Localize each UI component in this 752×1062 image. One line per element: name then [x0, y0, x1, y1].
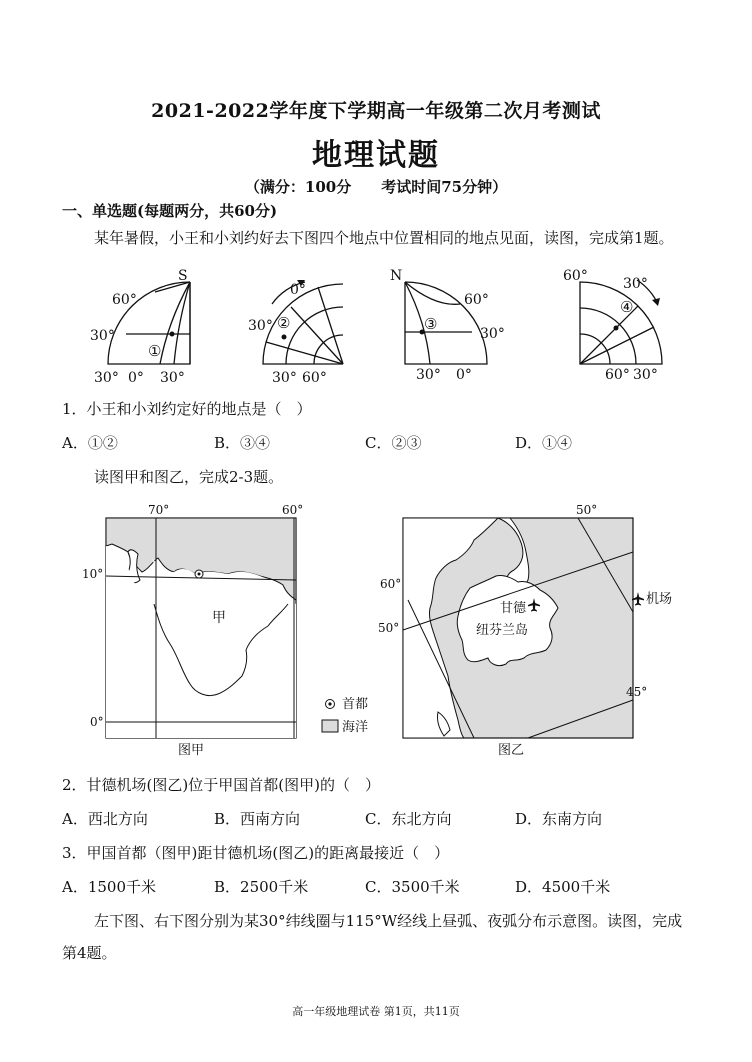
intro-paragraph-1: 某年暑假，小王和小刘约好去下图四个地点中位置相同的地点见面，读图，完成第1题。	[94, 229, 674, 247]
legend-airport-label: 机场	[646, 592, 673, 607]
intro-paragraph-2: 读图甲和图乙，完成2-3题。	[94, 468, 284, 486]
d4-lon-a: 30°	[623, 276, 648, 292]
jia-lon-70: 70°	[148, 503, 170, 517]
d3-lat-top: 60°	[464, 292, 489, 308]
legend-ocean-label: 海洋	[342, 720, 369, 735]
subject-title: 地理试题	[312, 138, 440, 173]
d1-mark: ①	[148, 342, 162, 360]
yi-island-label: 纽芬兰岛	[476, 623, 529, 638]
d3-mark: ③	[424, 315, 438, 333]
q3-option-a[interactable]: A．1500千米	[62, 878, 157, 896]
d3-lon-right: 0°	[456, 367, 472, 383]
d1-lat-top: 60°	[112, 292, 137, 308]
legend-capital-label: 首都	[342, 697, 369, 712]
d1-lon-left: 30°	[94, 370, 119, 386]
question-2-stem: 2．甘德机场(图乙)位于甲国首都(图甲)的（ ）	[62, 776, 380, 794]
d3-pole: N	[390, 268, 403, 284]
yi-lat-50: 50°	[378, 621, 400, 635]
jia-country-label: 甲	[212, 610, 226, 626]
jia-lat-0: 0°	[90, 715, 104, 729]
yi-lon-50: 50°	[576, 503, 598, 517]
d3-lat-mid: 30°	[480, 326, 505, 342]
section-heading: 一、单选题(每题两分，共60分)	[62, 202, 278, 220]
d1-lat-mid: 30°	[90, 328, 115, 344]
q1-option-c[interactable]: C．②③	[365, 434, 422, 452]
intro-paragraph-4-line1: 左下图、右下图分别为某30°纬线圈与115°W经线上昼弧、夜弧分布示意图。读图，完成	[94, 912, 683, 930]
q2-option-c[interactable]: C．东北方向	[365, 810, 452, 828]
d1-pole: S	[178, 268, 188, 284]
legend-airport-icon	[632, 592, 644, 606]
q1-option-a[interactable]: A．①②	[62, 434, 118, 452]
d2-lon-c: 60°	[302, 370, 327, 386]
polar-diagram-4	[580, 280, 662, 364]
q2-option-b[interactable]: B．西南方向	[214, 810, 301, 828]
intro-paragraph-4-line2: 第4题。	[62, 944, 117, 962]
q3-option-b[interactable]: B．2500千米	[214, 878, 309, 896]
question-1-stem: 1．小王和小刘约定好的地点是（ ）	[62, 400, 312, 418]
jia-caption: 图甲	[178, 743, 205, 758]
d4-lon-b: 60°	[605, 367, 630, 383]
d1-lon-mid: 0°	[128, 370, 144, 386]
figure-polar-diagrams	[60, 262, 700, 392]
question-3-stem: 3．甲国首都（图甲)距甘德机场(图乙)的距离最接近（ ）	[62, 844, 450, 862]
yi-city-label: 甘德	[500, 601, 527, 616]
q1-option-b[interactable]: B．③④	[214, 434, 271, 452]
d4-lon-c: 30°	[633, 367, 658, 383]
d2-mark: ②	[277, 314, 291, 332]
d2-lat: 30°	[248, 318, 273, 334]
exam-title: 2021-2022学年度下学期高一年级第二次月考测试	[151, 100, 601, 122]
map-jia	[78, 500, 378, 760]
q3-option-d[interactable]: D．4500千米	[515, 878, 611, 896]
d3-lon-left: 30°	[416, 367, 441, 383]
page-footer: 高一年级地理试卷 第1页，共11页	[292, 1005, 460, 1018]
q1-option-d[interactable]: D．①④	[515, 434, 573, 452]
score-info: （满分：100分 考试时间75分钟）	[244, 178, 508, 196]
d4-mark: ④	[620, 298, 634, 316]
yi-caption: 图乙	[498, 743, 525, 758]
yi-lat-45: 45°	[626, 685, 648, 699]
map-yi	[378, 500, 708, 760]
d1-lon-right: 30°	[160, 370, 185, 386]
d2-lon-b: 30°	[272, 370, 297, 386]
d4-lat: 60°	[563, 268, 588, 284]
d2-lon-a: 0°	[290, 282, 306, 298]
q2-option-d[interactable]: D．东南方向	[515, 810, 603, 828]
yi-lat-60: 60°	[380, 577, 402, 591]
q3-option-c[interactable]: C．3500千米	[365, 878, 460, 896]
jia-lat-10: 10°	[82, 567, 104, 581]
jia-lon-60: 60°	[282, 503, 304, 517]
q2-option-a[interactable]: A．西北方向	[62, 810, 148, 828]
